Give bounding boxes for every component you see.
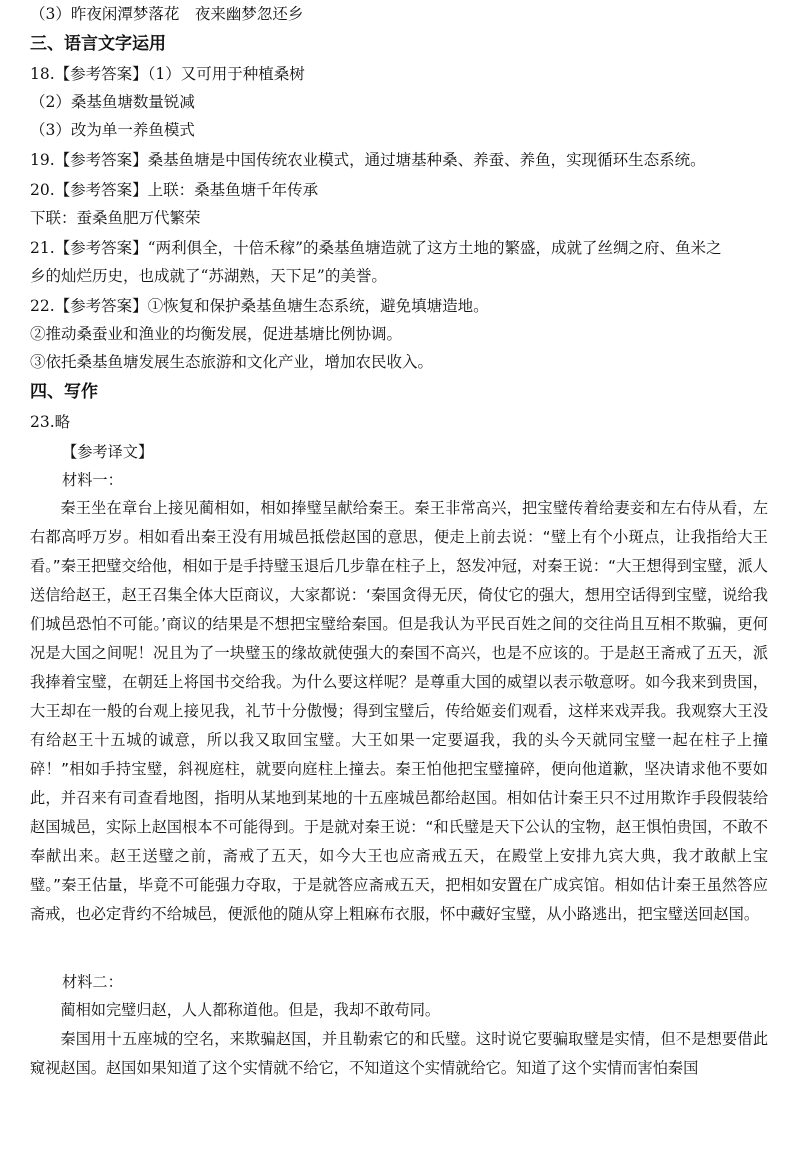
- answer-18: 18.【参考答案】（1）又可用于种植桑树: [30, 65, 305, 83]
- section-heading-language: 三、语言文字运用: [30, 34, 166, 54]
- material1-label: 材料一：: [62, 471, 123, 489]
- material2-paragraph2: 秦国用十五座城的空名，来欺骗赵国，并且勒索它的和氏璧。这时说它要骗取璧是实情，但不是想要借此窥视赵国。赵国如果知道了这个实情就不给它，不知道这个实情就给它。知道了这个实情而害怕秦国: [30, 1030, 768, 1077]
- material1-text: 秦王坐在章台上接见蔺相如，相如捧璧呈献给秦王。秦王非常高兴，把宝璧传着给妻妾和左右侍从看，左右都高呼万岁。相如看出秦王没有用城邑抵偿赵国的意思，便走上前去说：“璧上有个小斑点，让我指给大王看。”秦王把璧交给他，相如于是手持璧玉退后几步靠在柱子上，怒发冲冠，对秦王说：“大王想得到宝璧，派人送信给赵王，赵王召集全体大臣商议，大家都说：‘秦国贪得无厌，倚仗它的强大，想用空话得到宝璧，说给我们城邑恐怕不可能。’商议的结果是不想把宝璧给秦国。但是我认为平民百姓之间的交往尚且互相不欺骗，更何况是大国之间呢！况且为了一块璧玉的缘故就使强大的秦国不高兴，也是不应该的。于是赵王斋戒了五天，派我捧着宝璧，在朝廷上将国书交给我。为什么要这样呢？是尊重大国的威望以表示敬意呀。如今我来到贵国，大王却在一般的台观上接见我，礼节十分傲慢；得到宝璧后，传给姬妾们观看，这样来戏弄我。我观察大王没有给赵王十五城的诚意，所以我又取回宝璧。大王如果一定要逼我，我的头今天就同宝璧一起在柱子上撞碎！”相如手持宝璧，斜视庭柱，就要向庭柱上撞去。秦王怕他把宝璧撞碎，便向他道歉，坚决请求他不要如此，并召来有司查看地图，指明从某地到某地的十五座城邑都给赵国。相如估计秦王只不过用欺诈手段假装给赵国城邑，实际上赵国根本不可能得到。于是就对秦王说：“和氏璧是天下公认的宝物，赵王惧怕贵国，不敢不奉献出来。赵王送璧之前，斋戒了五天，如今大王也应斋戒五天，在殿堂上安排九宾大典，我才敢献上宝璧。”秦王估量，毕竟不可能强力夺取，于是就答应斋戒五天，把相如安置在广成宾馆。相如估计秦王虽然答应斋戒，也必定背约不给城邑，便派他的随从穿上粗麻布衣服，怀中藏好宝璧，从小路逃出，把宝璧送回赵国。: [30, 499, 768, 923]
- translation-label: 【参考译文】: [62, 443, 154, 461]
- answer-20: 20.【参考答案】上联：桑基鱼塘千年传承: [30, 181, 319, 199]
- answer-18-part3: （3）改为单一养鱼模式: [30, 121, 195, 139]
- answer-22-point2: ②推动桑蚕业和渔业的均衡发展，促进基塘比例协调。: [30, 325, 403, 343]
- section-heading-writing: 四、写作: [30, 382, 98, 402]
- answer-22-point3: ③依托桑基鱼塘发展生态旅游和文化产业，增加农民收入。: [30, 353, 434, 371]
- answer-21-line1: 21.【参考答案】“两利俱全，十倍禾稼”的桑基鱼塘造就了这方土地的繁盛，成就了丝绸之府、鱼米之: [30, 239, 722, 257]
- answer-23: 23.略: [30, 413, 71, 431]
- answer-22: 22.【参考答案】①恢复和保护桑基鱼塘生态系统，避免填塘造地。: [30, 297, 489, 315]
- answer-19: 19.【参考答案】桑基鱼塘是中国传统农业模式，通过塘基种桑、养蚕、养鱼，实现循环生态系统。: [30, 151, 706, 169]
- answer-20-couplet-b: 下联：蚕桑鱼肥万代繁荣: [30, 209, 201, 227]
- answer-21-line2: 乡的灿烂历史，也成就了“苏湖熟，天下足”的美誉。: [30, 267, 387, 285]
- answer-18-part2: （2）桑基鱼塘数量锐减: [30, 93, 195, 111]
- material2-paragraph1: 蔺相如完璧归赵，人人都称道他。但是，我却不敢苟同。: [60, 1001, 441, 1019]
- poem-answer-line: （3）昨夜闲潭梦落花 夜来幽梦忽还乡: [30, 5, 304, 23]
- material2-label: 材料二：: [62, 973, 123, 991]
